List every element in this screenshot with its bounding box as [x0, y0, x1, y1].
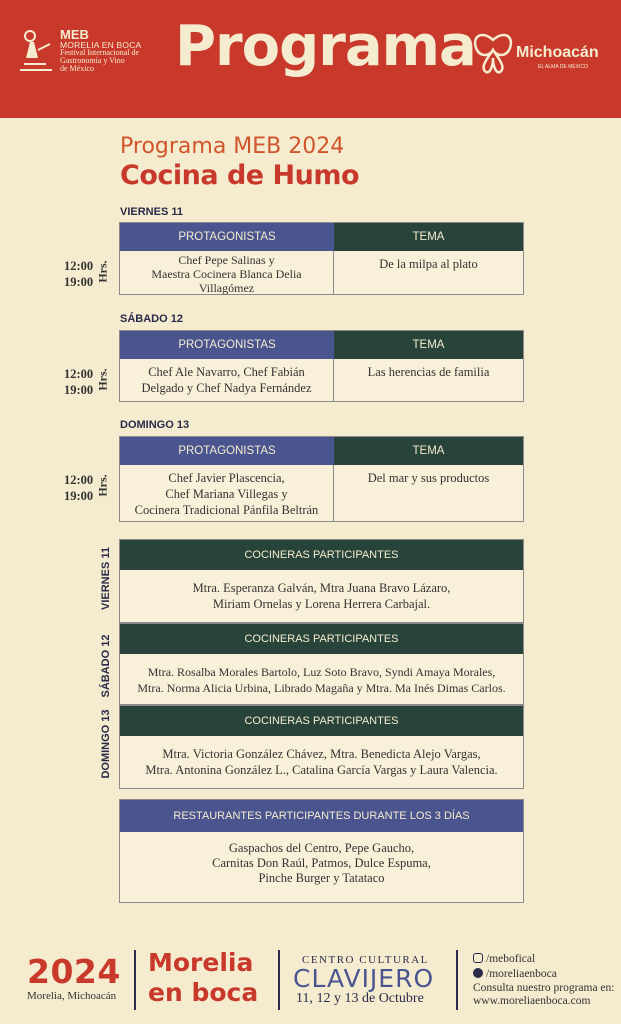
time-range: 12:00 19:00: [64, 367, 94, 397]
program-subtitle: Cocina de Humo: [120, 160, 360, 191]
tema-cell: De la milpa al plato: [379, 257, 478, 271]
website-link[interactable]: www.moreliaenboca.com: [473, 995, 591, 1007]
hrs-label: Hrs.: [95, 368, 110, 391]
restaurantes-list: Gaspachos del Centro, Pepe Gaucho, Carnitas Don Raúl, Patmos, Dulce Espuma, Pinche Burger y Tatataco: [212, 841, 431, 885]
instagram-icon: [473, 953, 483, 963]
facebook-icon: [473, 968, 483, 978]
cocineras-day-domingo: DOMINGO 13: [100, 709, 112, 779]
header-protagonistas: PROTAGONISTAS: [120, 223, 334, 251]
schedule-table-sabado: [119, 330, 524, 402]
protagonistas-cell: Chef Pepe Salinas y Maestra Cocinera Blanca Delia Villagómez: [120, 251, 334, 294]
cocineras-day-viernes: VIERNES 11: [100, 547, 112, 610]
michoacan-tagline: EL ALMA DE MÉXICO: [538, 64, 588, 70]
footer-divider: [278, 950, 280, 1010]
meb-line2: Gastronomía y Vino: [60, 56, 125, 65]
hrs-label: Hrs.: [95, 474, 110, 497]
meb-line3: de México: [60, 64, 94, 73]
consulta-text: Consulta nuestro programa en:: [473, 982, 615, 994]
michoacan-logo: [472, 30, 612, 80]
schedule-table-viernes: [119, 222, 524, 295]
footer-place: Morelia, Michoacán: [27, 990, 117, 1002]
cocineras-table-domingo: [119, 705, 524, 789]
meb-name: MORELIA EN BOCA: [60, 40, 142, 50]
footer-divider: [134, 950, 136, 1010]
cocineras-list: Mtra. Esperanza Galván, Mtra Juana Bravo Lázaro, Miriam Ornelas y Lorena Herrera Carbajal.: [192, 581, 451, 611]
clavijero-name: CLAVIJERO: [293, 964, 435, 993]
cocineras-header: COCINERAS PARTICIPANTES: [120, 540, 523, 570]
header-protagonistas: PROTAGONISTAS: [120, 437, 334, 465]
butterfly-icon: [472, 30, 514, 74]
meb-emblem-icon: [16, 28, 56, 74]
meb-logo: [16, 28, 166, 78]
header-protagonistas: PROTAGONISTAS: [120, 331, 334, 359]
protagonistas-cell: Chef Javier Plascencia, Chef Mariana Villegas y Cocinera Tradicional Pánfila Beltrán: [120, 465, 334, 521]
instagram-link[interactable]: /mebofical: [473, 953, 535, 965]
cocineras-table-viernes: [119, 539, 524, 623]
day-label-sabado: SÁBADO 12: [120, 313, 183, 325]
header-tema: TEMA: [334, 331, 523, 359]
cocineras-day-sabado: SÁBADO 12: [100, 634, 112, 698]
restaurantes-table: [119, 799, 524, 903]
header-tema: TEMA: [334, 223, 523, 251]
cocineras-table-sabado: [119, 623, 524, 705]
time-range: 12:00 19:00: [64, 473, 94, 503]
schedule-table-domingo: [119, 436, 524, 522]
tema-cell: Del mar y sus productos: [367, 471, 490, 485]
footer-divider: [456, 950, 458, 1010]
footer-year: 2024: [27, 952, 121, 991]
restaurantes-header: RESTAURANTES PARTICIPANTES DURANTE LOS 3 DÍAS: [120, 800, 523, 832]
cocineras-list: Mtra. Rosalba Morales Bartolo, Luz Soto Bravo, Syndi Amaya Morales, Mtra. Norma Alicia Urbina, Librado Magaña y Mtra. Ma Inés Dimas Carlos.: [137, 665, 506, 695]
meb-short: MEB: [60, 27, 89, 42]
tema-cell: Las herencias de familia: [367, 365, 490, 379]
day-label-domingo: DOMINGO 13: [120, 419, 190, 431]
cocineras-header: COCINERAS PARTICIPANTES: [120, 706, 523, 736]
header-banner: [0, 0, 621, 118]
page-title: Programa: [175, 14, 476, 79]
day-label-viernes: VIERNES 11: [120, 206, 183, 218]
meb-line1: Festival Internacional de: [60, 48, 140, 57]
hrs-label: Hrs.: [95, 260, 110, 283]
program-title: Programa MEB 2024: [120, 134, 345, 159]
header-tema: TEMA: [334, 437, 523, 465]
event-dates: 11, 12 y 13 de Octubre: [296, 991, 424, 1006]
cocineras-list: Mtra. Victoria González Chávez, Mtra. Benedicta Alejo Vargas, Mtra. Antonina González L., Catalina García Vargas y Laura Valencia.: [145, 747, 498, 777]
protagonistas-cell: Chef Ale Navarro, Chef Fabián Delgado y Chef Nadya Fernández: [120, 359, 334, 401]
time-range: 12:00 19:00: [64, 259, 94, 289]
centro-cultural-label: CENTRO CULTURAL: [302, 954, 429, 966]
cocineras-header: COCINERAS PARTICIPANTES: [120, 624, 523, 654]
michoacan-name: Michoacán: [516, 44, 599, 61]
footer-morelia-en-boca: Morelia en boca: [148, 948, 259, 1007]
facebook-link[interactable]: /moreliaenboca: [473, 968, 557, 980]
